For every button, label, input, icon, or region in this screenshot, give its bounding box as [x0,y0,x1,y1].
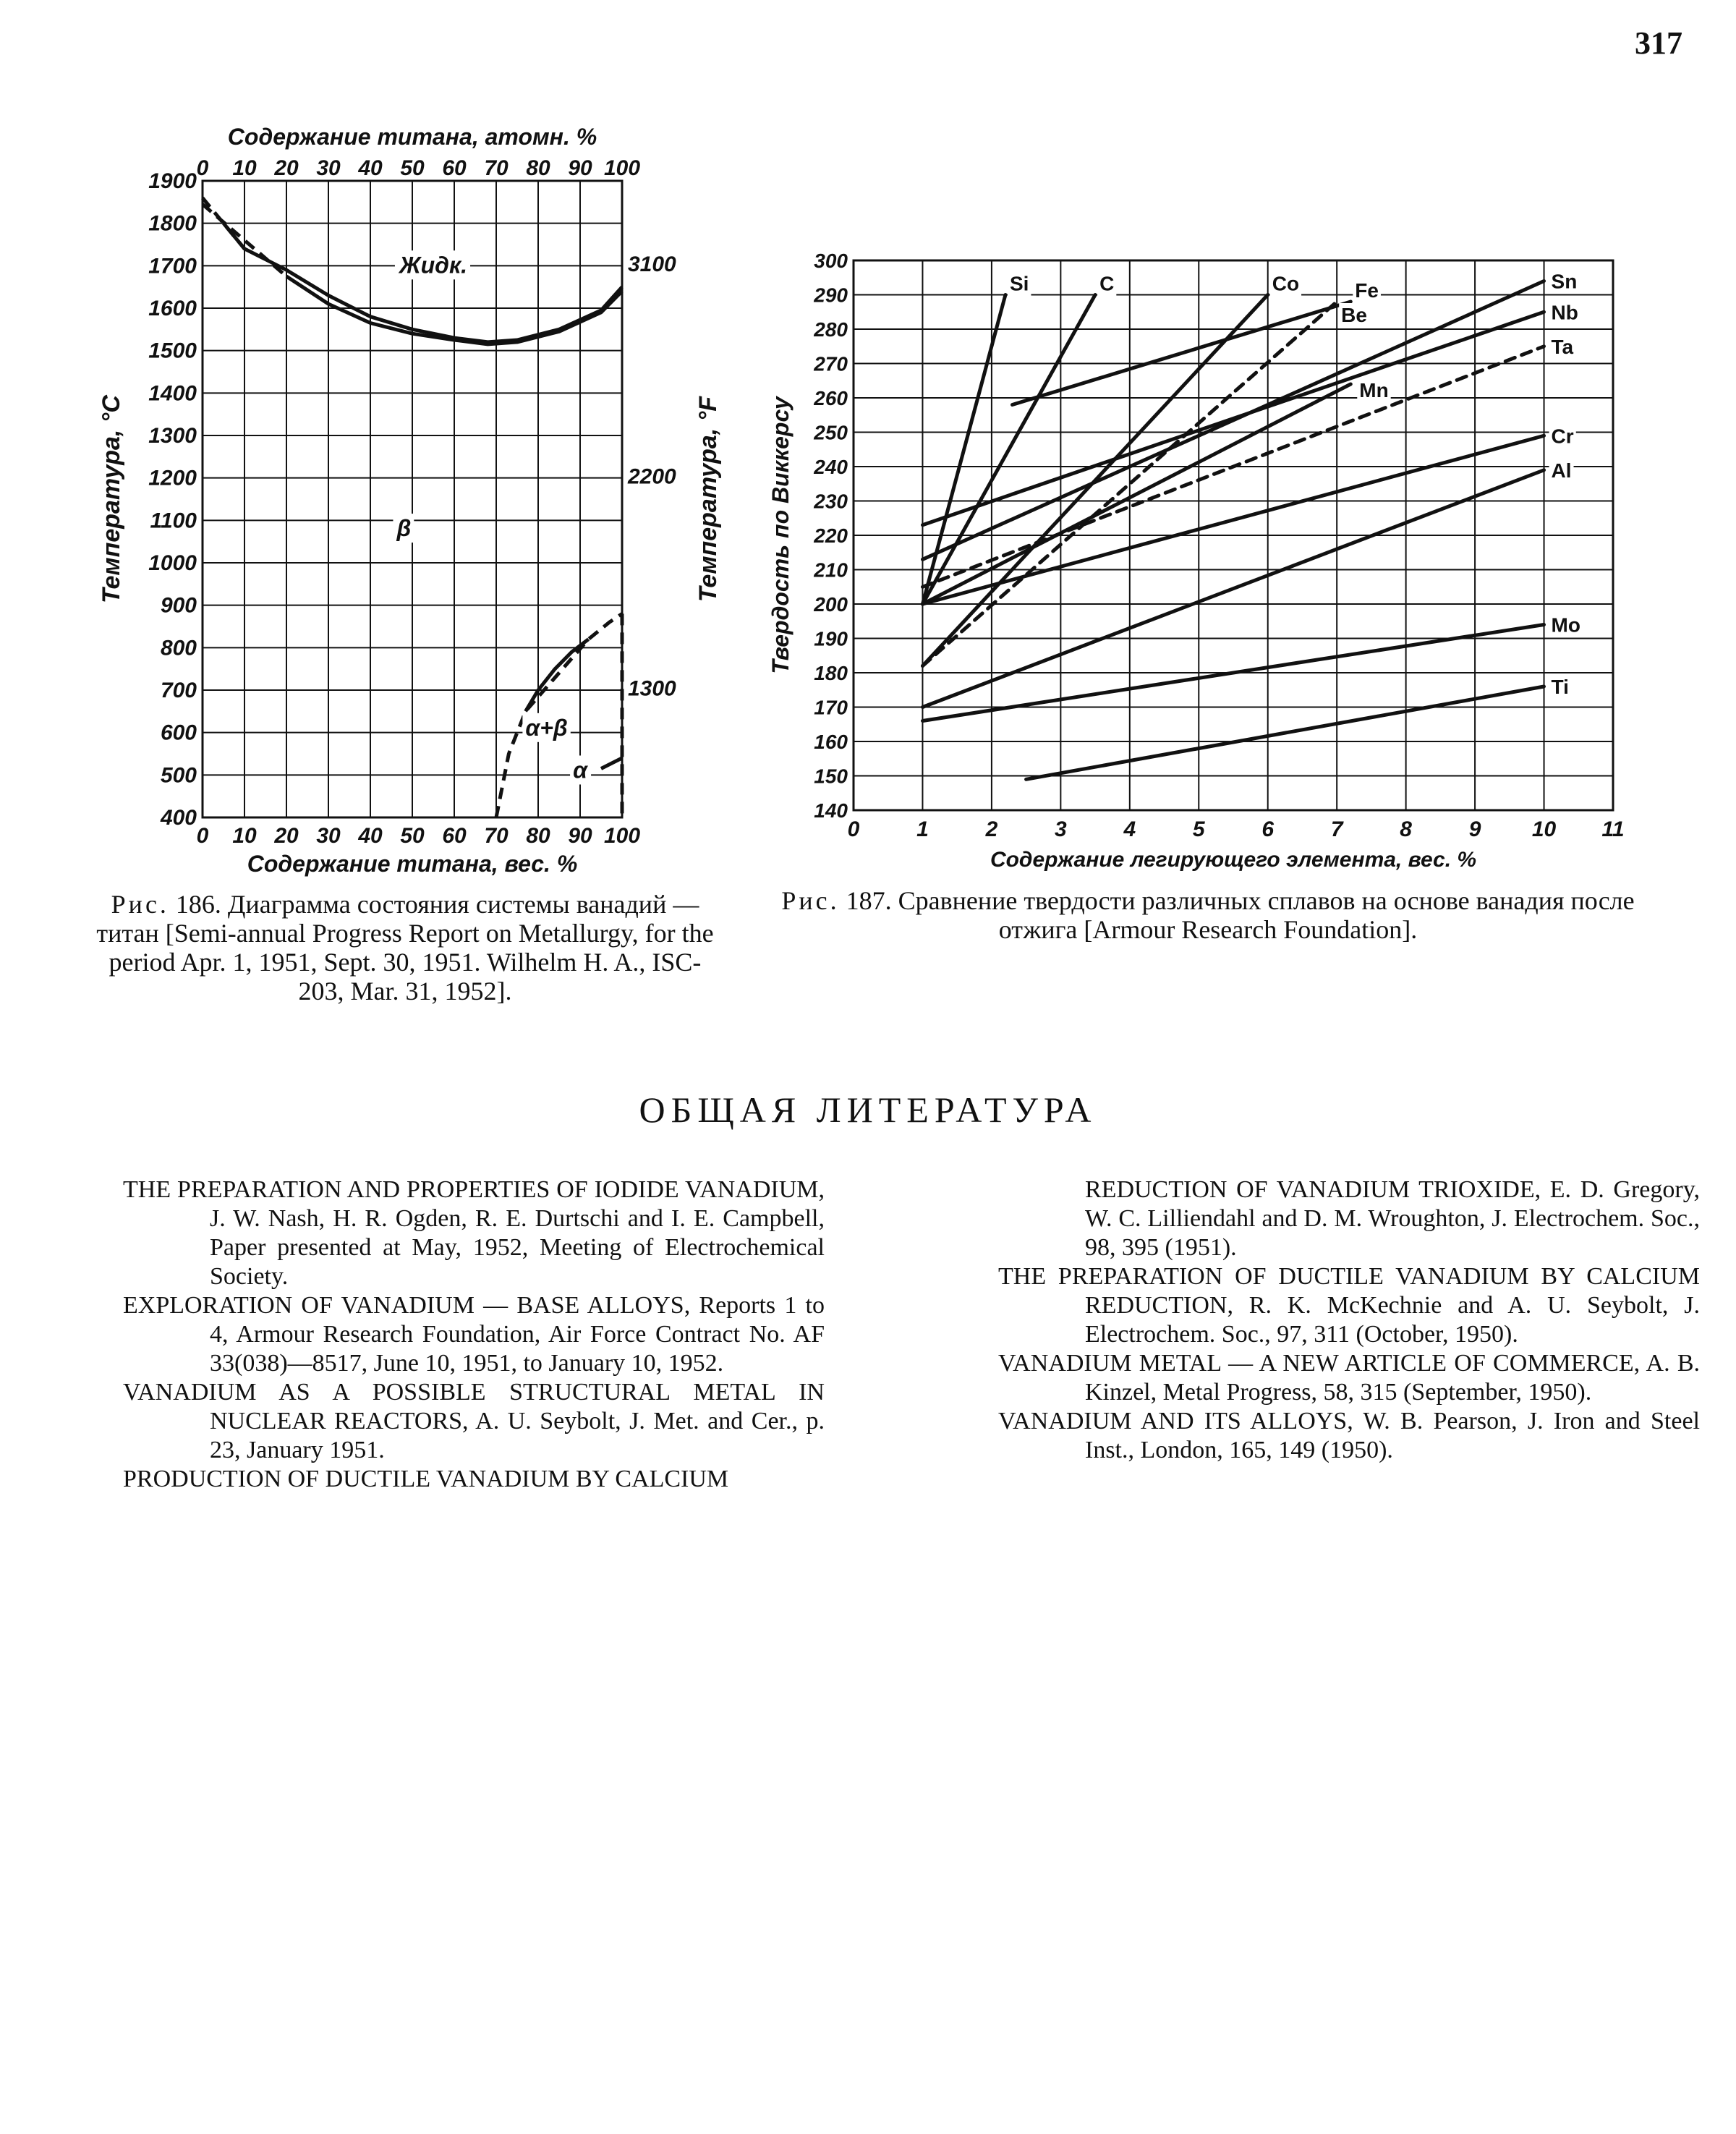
series-label: Co [1272,272,1300,295]
series-label: Si [1010,272,1029,295]
x-axis-title: Содержание титана, вес. % [247,851,578,877]
y-tick-label: 240 [814,456,848,478]
reference-details: , E. D. Gregory, W. C. Lilliendahl and D. M. Wroughton, J. Electrochem. Soc., 98, 395 (1951). [1085,1176,1700,1261]
series-label: Nb [1551,301,1578,324]
y-tick-label: 260 [814,387,848,409]
x-tick-label: 1 [916,817,929,841]
figure-187-caption-label: Рис. [781,886,840,915]
page-number: 317 [1635,25,1682,61]
y-tick-label: 800 [160,636,197,660]
x-tick-label: 3 [1055,817,1067,841]
top-tick-label: 10 [232,156,257,180]
x-tick-label: 9 [1468,817,1481,841]
y-tick-label: 1900 [148,169,197,193]
x-tick-label: 100 [603,824,641,848]
x-tick-label: 50 [400,824,425,848]
right-tick-label: 2200 [628,464,676,489]
reference-details: , A. B. Kinzel, Metal Progress, 58, 315 (September, 1950). [1085,1350,1700,1406]
x-tick-label: 70 [484,824,509,848]
y-tick-label: 1700 [148,254,197,279]
series-label: Fe [1355,279,1379,302]
top-tick-label: 90 [568,156,592,180]
reference-title: VANADIUM AS A POSSIBLE STRUCTURAL METAL IN NUCLEAR REACTORS [123,1379,825,1434]
y-tick-label: 300 [814,250,848,272]
x-tick-label: 11 [1601,817,1625,841]
reference-item [123,1378,825,1465]
series-label: C [1099,272,1115,295]
x-tick-label: 7 [1330,817,1343,841]
y-tick-label: 1300 [148,424,197,448]
x-tick-label: 4 [1123,817,1136,841]
y-tick-label: 210 [814,558,848,582]
top-tick-label: 60 [442,156,467,180]
y-axis-title: Твердость по Виккерсу [767,396,793,674]
y-tick-label: 270 [814,352,848,375]
section-heading: ОБЩАЯ ЛИТЕРАТУРА [639,1089,1097,1130]
x-tick-label: 5 [1192,817,1205,841]
reference-item [123,1176,825,1291]
series-label: Mn [1359,379,1389,401]
y-tick-label: 1000 [148,551,197,575]
y-tick-label: 170 [814,696,848,719]
x-tick-label: 8 [1400,817,1412,841]
top-axis-title: Содержание титана, атомн. % [227,124,597,150]
reference-details: , Reports 1 to 4, Armour Research Foundation, Air Force Contract No. AF 33(038)—8517, June 10, 1951, to January 10, 1952. [210,1292,825,1377]
x-tick-label: 20 [274,824,299,848]
reference-title: VANADIUM AND ITS ALLOYS [998,1408,1348,1434]
figure-187-caption [760,886,1656,944]
x-tick-label: 0 [847,817,860,841]
reference-item [998,1176,1700,1262]
top-tick-label: 0 [196,156,209,180]
alloy-series-line [923,312,1544,524]
reference-item [998,1262,1700,1349]
y-tick-label: 280 [814,318,848,341]
y-tick-label: 230 [814,490,848,513]
phase-region-label: α+β [525,714,568,741]
right-tick-label: 3100 [628,252,676,276]
figure-186-caption [87,890,723,1006]
reference-item [123,1291,825,1378]
y-tick-label: 1800 [148,211,197,236]
y-tick-label: 400 [160,806,197,830]
top-tick-label: 70 [484,156,509,180]
right-tick-label: 1300 [628,676,676,701]
x-tick-label: 10 [232,824,257,848]
y-tick-label: 1100 [150,509,197,533]
y-axis-title: Температура, °C [98,395,125,603]
phase-boundary-line [224,224,622,342]
top-tick-label: 20 [274,156,299,180]
x-tick-label: 90 [568,824,592,848]
x-tick-label: 30 [316,824,341,848]
series-label: Al [1551,459,1572,482]
y-tick-label: 160 [814,731,848,753]
top-tick-label: 100 [603,156,641,180]
series-label: Cr [1551,425,1574,448]
phase-region-label: α [573,757,587,783]
x-tick-label: 2 [985,817,998,841]
x-tick-label: 80 [526,824,550,848]
y-tick-label: 200 [814,593,848,616]
phase-region-label: Жидк. [399,252,468,279]
reference-details: , A. U. Seybolt, J. Met. and Cer., p. 23, January 1951. [210,1408,825,1463]
y-tick-label: 150 [814,765,848,788]
y-tick-label: 140 [814,799,848,822]
y-tick-label: 190 [814,627,848,650]
top-tick-label: 30 [316,156,341,180]
reference-details: , W. B. Pearson, J. Iron and Steel Inst., London, 165, 149 (1950). [1085,1408,1700,1463]
alloy-series-line [923,384,1351,604]
reference-title: REDUCTION OF VANADIUM TRIOXIDE [1085,1176,1535,1203]
y-tick-label: 290 [814,284,848,307]
x-tick-label: 0 [196,824,209,848]
alloy-series-line [923,295,1096,605]
top-tick-label: 50 [400,156,425,180]
alloy-series-line [1026,686,1544,779]
x-tick-label: 40 [358,824,383,848]
reference-title: THE PREPARATION AND PROPERTIES OF IODIDE VANADIUM [123,1176,819,1203]
y-tick-label: 1600 [148,297,197,320]
reference-item [998,1407,1700,1465]
y-tick-label: 220 [814,524,848,547]
series-label: Ta [1551,335,1574,358]
alloy-series-line [923,295,1006,605]
reference-details: , J. W. Nash, H. R. Ogden, R. E. Durtschi and I. E. Campbell, Paper presented at May, 1952, Meeting of Electrochemical Society. [210,1176,825,1290]
right-axis-title: Температура, °F [694,396,722,603]
reference-title: VANADIUM METAL — A NEW ARTICLE OF COMMERCE [998,1350,1634,1377]
top-tick-label: 80 [526,156,550,180]
series-label: Ti [1551,676,1569,698]
x-tick-label: 60 [442,824,467,848]
y-tick-label: 700 [160,679,197,702]
series-label: Be [1341,304,1367,326]
reference-title: PRODUCTION OF DUCTILE VANADIUM BY CALCIUM [123,1466,729,1492]
alloy-series-line [923,435,1544,604]
top-tick-label: 40 [358,156,383,180]
x-tick-label: 6 [1261,817,1275,841]
reference-item [998,1349,1700,1407]
y-tick-label: 500 [160,763,197,788]
series-label: Sn [1551,270,1578,293]
figure-187-hardness-chart [760,239,1700,890]
x-tick-label: 10 [1531,817,1557,841]
references-right-column [911,1176,1700,1465]
phase-region-label: β [396,515,412,542]
y-tick-label: 1200 [148,466,197,490]
figure-186-caption-label: Рис. [111,890,169,919]
y-tick-label: 250 [814,421,848,444]
y-tick-label: 1500 [148,339,197,363]
figure-187-caption-text: 187. Сравнение твердости различных сплавов на основе ванадия после отжига [Armour Research Foundation]. [846,886,1635,944]
x-axis-title: Содержание легирующего элемента, вес. % [990,848,1477,872]
reference-item [123,1465,825,1494]
reference-title: EXPLORATION OF VANADIUM — BASE ALLOYS [123,1292,684,1319]
reference-details: , R. K. McKechnie and A. U. Seybolt, J. Electrochem. Soc., 97, 311 (October, 1950). [1085,1292,1700,1348]
figure-186-caption-text: 186. Диаграмма состояния системы ванадий — титан [Semi-annual Progress Report on Metallurgy, for the period Apr. 1, 1951, Sept. 30, 1951. Wilhelm H. A., ISC-203, Mar. 31, 1952]. [96,890,714,1006]
y-tick-label: 180 [814,662,848,684]
reference-title: THE PREPARATION OF DUCTILE VANADIUM BY CALCIUM REDUCTION [998,1263,1700,1319]
phase-boundary-line [601,758,622,769]
figure-186-phase-diagram [87,109,738,890]
y-tick-label: 900 [160,593,197,618]
y-tick-label: 1400 [148,381,197,406]
references-left-column [36,1176,825,1494]
series-label: Mo [1551,613,1580,637]
y-tick-label: 600 [160,720,197,745]
